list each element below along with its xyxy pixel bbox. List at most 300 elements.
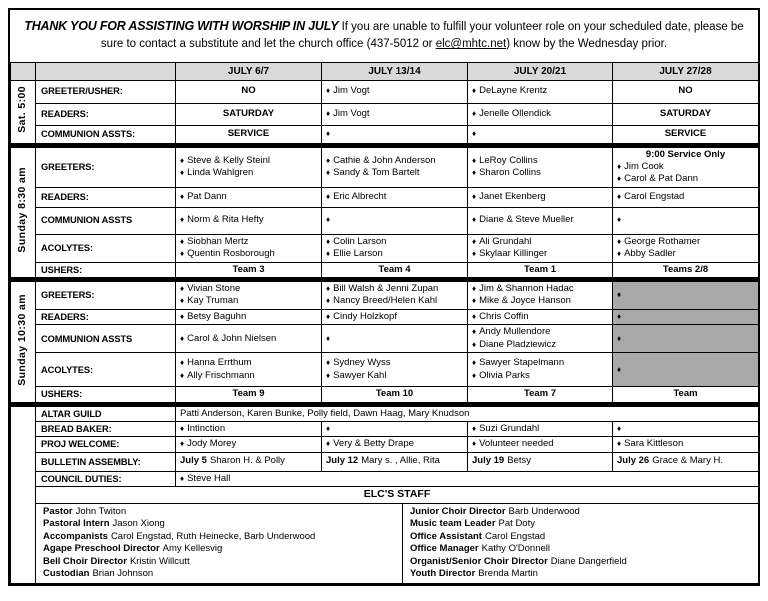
volunteer-entry xyxy=(472,167,608,179)
schedule-row xyxy=(11,421,759,436)
staff-role: Pastor xyxy=(43,505,73,517)
staff-name: Carol Engstad, Ruth Heinecke, Barb Underwood xyxy=(110,530,316,542)
schedule-cell xyxy=(322,452,468,471)
schedule-cell xyxy=(176,421,322,436)
volunteer-name: Linda Wahlgren xyxy=(187,167,254,179)
volunteer-name: Olivia Parks xyxy=(479,369,530,381)
volunteer-entry xyxy=(472,283,608,295)
volunteer-entry xyxy=(326,129,463,139)
schedule-cell xyxy=(322,103,468,125)
staff-name: Kristin Willcutt xyxy=(129,555,190,567)
schedule-cell xyxy=(468,187,613,207)
volunteer-name: Diane & Steve Mueller xyxy=(479,214,574,226)
schedule-cell xyxy=(468,207,613,234)
volunteer-name: LeRoy Collins xyxy=(479,154,538,166)
staff-name: John Twiton xyxy=(75,505,127,517)
schedule-cell xyxy=(176,145,322,187)
volunteer-name: Ally Frischmann xyxy=(187,369,255,381)
diamond-bullet-icon: ♦ xyxy=(617,423,622,433)
staff-name: Amy Kellesvig xyxy=(162,543,223,555)
volunteer-entry xyxy=(180,357,317,369)
staff-entry xyxy=(410,556,751,569)
volunteer-entry xyxy=(326,215,463,225)
date-prefix: July 26 xyxy=(617,455,650,467)
volunteer-name: Skylaar Killinger xyxy=(479,248,548,260)
diamond-bullet-icon: ♦ xyxy=(180,249,185,259)
volunteer-name: Mike & Joyce Hanson xyxy=(479,295,571,307)
volunteer-entry xyxy=(326,191,463,203)
volunteer-entry xyxy=(472,423,608,435)
schedule-row xyxy=(11,145,759,187)
diamond-bullet-icon: ♦ xyxy=(472,191,477,201)
diamond-bullet-icon: ♦ xyxy=(472,108,477,118)
schedule-cell xyxy=(322,437,468,452)
schedule-cell xyxy=(322,187,468,207)
staff-entry xyxy=(43,556,395,569)
volunteer-name: Jim Cook xyxy=(624,160,664,172)
schedule-cell-text: Team 4 xyxy=(322,262,468,279)
diamond-bullet-icon: ♦ xyxy=(617,191,622,201)
notice-banner xyxy=(10,10,758,62)
schedule-cell xyxy=(176,187,322,207)
volunteer-name: DeLayne Krentz xyxy=(479,85,548,97)
diamond-bullet-icon: ♦ xyxy=(617,439,622,449)
volunteer-entry xyxy=(180,191,317,203)
diamond-bullet-icon: ♦ xyxy=(326,215,331,225)
diamond-bullet-icon: ♦ xyxy=(617,311,622,321)
schedule-cell xyxy=(176,234,322,262)
schedule-cell-text: SERVICE xyxy=(613,125,759,145)
schedule-cell xyxy=(322,234,468,262)
schedule-cell xyxy=(613,187,759,207)
schedule-row xyxy=(11,309,759,324)
diamond-bullet-icon: ♦ xyxy=(180,155,185,165)
diamond-bullet-icon: ♦ xyxy=(472,327,477,337)
unavailable-cell xyxy=(613,279,759,309)
volunteer-entry xyxy=(472,236,608,248)
schedule-cell xyxy=(468,80,613,103)
diamond-bullet-icon: ♦ xyxy=(326,128,331,138)
staff-name: Diane Dangerfield xyxy=(550,555,627,567)
diamond-bullet-icon: ♦ xyxy=(180,370,185,380)
unavailable-cell xyxy=(613,325,759,353)
volunteer-entry xyxy=(180,370,317,382)
volunteer-entry xyxy=(472,438,608,450)
schedule-cell xyxy=(176,325,322,353)
volunteer-entry xyxy=(472,85,608,97)
diamond-bullet-icon: ♦ xyxy=(326,155,331,165)
diamond-bullet-icon: ♦ xyxy=(617,364,622,374)
assignment-names: Sharon H. & Polly xyxy=(209,455,285,467)
service-note: 9:00 Service Only xyxy=(645,148,726,160)
time-section-label: Sunday 8:30 am xyxy=(16,167,29,253)
corner-cell xyxy=(36,62,176,80)
schedule-cell-text: Team 7 xyxy=(468,387,613,404)
schedule-cell xyxy=(468,421,613,436)
staff-name: Kathy O'Donnell xyxy=(481,543,550,555)
diamond-bullet-icon: ♦ xyxy=(472,86,477,96)
volunteer-entry xyxy=(180,283,317,295)
volunteer-name: Andy Mullendore xyxy=(479,326,551,338)
schedule-row xyxy=(11,207,759,234)
row-label: BREAD BAKER: xyxy=(36,421,176,436)
diamond-bullet-icon: ♦ xyxy=(326,439,331,449)
volunteer-entry xyxy=(180,214,317,226)
staff-entry xyxy=(410,531,751,544)
volunteer-entry xyxy=(617,248,754,260)
schedule-cell xyxy=(322,353,468,387)
volunteer-entry xyxy=(180,295,317,307)
date-prefix: July 19 xyxy=(472,455,505,467)
schedule-cell xyxy=(176,279,322,309)
volunteer-name: Very & Betty Drape xyxy=(333,438,414,450)
assignment-names: Betsy xyxy=(507,455,531,467)
schedule-cell xyxy=(322,145,468,187)
diamond-bullet-icon: ♦ xyxy=(326,168,331,178)
volunteer-name: Jim Vogt xyxy=(333,107,370,119)
date-prefix: July 12 xyxy=(326,455,359,467)
volunteer-name: Norm & Rita Hefty xyxy=(187,214,264,226)
date-header: JULY 27/28 xyxy=(613,62,759,80)
schedule-cell xyxy=(322,207,468,234)
schedule-cell xyxy=(176,353,322,387)
schedule-cell xyxy=(468,353,613,387)
time-section-cell xyxy=(11,404,36,583)
notice-text-before: If you are unable to fulfill your volunteer role on your scheduled date, please be sure to contact a substitute and let the church office (437-5012 or xyxy=(100,21,744,51)
diamond-bullet-icon: ♦ xyxy=(180,439,185,449)
volunteer-name: Steve & Kelly Steinl xyxy=(187,154,270,166)
schedule-row xyxy=(11,353,759,387)
volunteer-entry xyxy=(326,108,463,120)
schedule-cell xyxy=(322,279,468,309)
staff-entry xyxy=(43,543,395,556)
volunteer-entry xyxy=(472,214,608,226)
volunteer-name: Jenelle Ollendick xyxy=(479,107,551,119)
volunteer-name: Volunteer needed xyxy=(479,438,554,450)
diamond-bullet-icon: ♦ xyxy=(472,296,477,306)
volunteer-name: Ellie Larson xyxy=(333,248,383,260)
schedule-cell xyxy=(613,452,759,471)
staff-name: Barb Underwood xyxy=(508,505,580,517)
schedule-cell-text: SATURDAY xyxy=(176,103,322,125)
staff-entry xyxy=(410,518,751,531)
schedule-cell-text: Team 9 xyxy=(176,387,322,404)
volunteer-name: Steve Hall xyxy=(187,472,231,484)
schedule-cell xyxy=(468,145,613,187)
volunteer-entry xyxy=(617,438,754,450)
diamond-bullet-icon: ♦ xyxy=(617,290,622,300)
assignment-names: Grace & Mary H. xyxy=(652,455,723,467)
row-label: COMMUNION ASSTS xyxy=(36,207,176,234)
diamond-bullet-icon: ♦ xyxy=(472,370,477,380)
volunteer-name: Kay Truman xyxy=(187,295,239,307)
schedule-cell-text: Team 1 xyxy=(468,262,613,279)
volunteer-name: Betsy Baguhn xyxy=(187,310,247,322)
volunteer-name: Intinction xyxy=(187,422,226,434)
staff-role: Music team Leader xyxy=(410,518,496,530)
diamond-bullet-icon: ♦ xyxy=(472,128,477,138)
schedule-cell-text: Team 10 xyxy=(322,387,468,404)
diamond-bullet-icon: ♦ xyxy=(472,358,477,368)
email-link[interactable]: elc@mhtc.net xyxy=(435,38,507,51)
notice-title: THANK YOU FOR ASSISTING WITH WORSHIP IN JULY xyxy=(24,19,339,33)
diamond-bullet-icon: ♦ xyxy=(472,155,477,165)
diamond-bullet-icon: ♦ xyxy=(326,249,331,259)
schedule-cell xyxy=(176,452,322,471)
volunteer-name: Carol & Pat Dann xyxy=(624,173,699,185)
schedule-header-row xyxy=(11,62,759,80)
volunteer-name: Colin Larson xyxy=(333,235,387,247)
volunteer-entry xyxy=(326,311,463,323)
row-label: ACOLYTES: xyxy=(36,353,176,387)
schedule-cell-text: NO xyxy=(176,80,322,103)
diamond-bullet-icon: ♦ xyxy=(617,215,622,225)
schedule-cell-text: Teams 2/8 xyxy=(613,262,759,279)
volunteer-name: Jim Vogt xyxy=(333,85,370,97)
staff-role: Custodian xyxy=(43,568,90,580)
diamond-bullet-icon: ♦ xyxy=(617,161,622,171)
schedule-row xyxy=(11,187,759,207)
diamond-bullet-icon: ♦ xyxy=(617,333,622,343)
staff-name: Pat Doty xyxy=(498,518,535,530)
staff-entry xyxy=(43,518,395,531)
volunteer-name: Nancy Breed/Helen Kahl xyxy=(333,295,438,307)
volunteer-entry xyxy=(326,155,463,167)
schedule-row xyxy=(11,234,759,262)
staff-column-left xyxy=(36,504,402,583)
volunteer-entry xyxy=(326,248,463,260)
volunteer-name: Jim & Shannon Hadac xyxy=(479,283,574,295)
volunteer-entry xyxy=(617,161,754,173)
staff-entry xyxy=(410,543,751,556)
volunteer-entry xyxy=(472,339,608,351)
schedule-cell xyxy=(176,437,322,452)
diamond-bullet-icon: ♦ xyxy=(472,439,477,449)
row-label: USHERS: xyxy=(36,262,176,279)
volunteer-name: Cathie & John Anderson xyxy=(333,154,436,166)
volunteer-entry xyxy=(326,334,463,344)
schedule-row xyxy=(11,404,759,421)
schedule-cell-text: SATURDAY xyxy=(613,103,759,125)
volunteer-entry xyxy=(472,370,608,382)
staff-role: Agape Preschool Director xyxy=(43,543,160,555)
diamond-bullet-icon: ♦ xyxy=(617,249,622,259)
schedule-cell xyxy=(322,309,468,324)
staff-name: Jason Xiong xyxy=(112,518,165,530)
volunteer-entry xyxy=(180,155,317,167)
volunteer-name: Abby Sadler xyxy=(624,248,676,260)
volunteer-entry xyxy=(326,85,463,97)
volunteer-entry xyxy=(472,326,608,338)
volunteer-name: Eric Albrecht xyxy=(333,190,387,202)
schedule-cell xyxy=(613,421,759,436)
schedule-cell xyxy=(613,234,759,262)
schedule-cell-text: Patti Anderson, Karen Bunke, Polly field, Dawn Haag, Mary Knudson xyxy=(176,404,759,421)
volunteer-name: Suzi Grundahl xyxy=(479,422,540,434)
staff-entry xyxy=(410,568,751,581)
volunteer-entry xyxy=(472,248,608,260)
staff-role: Organist/Senior Choir Director xyxy=(410,555,548,567)
volunteer-entry xyxy=(617,173,754,185)
schedule-cell xyxy=(176,207,322,234)
volunteer-name: George Rothamer xyxy=(624,235,701,247)
schedule-row xyxy=(11,103,759,125)
volunteer-entry xyxy=(180,248,317,260)
diamond-bullet-icon: ♦ xyxy=(180,473,185,483)
staff-entry xyxy=(43,568,395,581)
schedule-row xyxy=(11,125,759,145)
notice-text-after: ) know by the Wednesday prior. xyxy=(506,38,668,51)
diamond-bullet-icon: ♦ xyxy=(180,358,185,368)
volunteer-name: Siobhan Mertz xyxy=(187,235,249,247)
volunteer-entry xyxy=(180,167,317,179)
staff-role: Office Manager xyxy=(410,543,479,555)
corner-cell xyxy=(11,62,36,80)
diamond-bullet-icon: ♦ xyxy=(326,191,331,201)
schedule-cell xyxy=(322,325,468,353)
diamond-bullet-icon: ♦ xyxy=(472,423,477,433)
volunteer-entry xyxy=(617,191,754,203)
staff-directory xyxy=(36,503,759,583)
schedule-row xyxy=(11,325,759,353)
schedule-cell xyxy=(468,234,613,262)
volunteer-entry xyxy=(617,236,754,248)
volunteer-name: Sharon Collins xyxy=(479,167,541,179)
volunteer-name: Sara Kittleson xyxy=(624,438,684,450)
volunteer-entry xyxy=(180,236,317,248)
volunteer-name: Ali Grundahl xyxy=(479,235,532,247)
diamond-bullet-icon: ♦ xyxy=(326,370,331,380)
diamond-bullet-icon: ♦ xyxy=(326,284,331,294)
staff-entry xyxy=(43,531,395,544)
volunteer-entry xyxy=(326,295,463,307)
row-label: GREETER/USHER: xyxy=(36,80,176,103)
volunteer-name: Pat Dann xyxy=(187,190,227,202)
volunteer-entry xyxy=(326,236,463,248)
diamond-bullet-icon: ♦ xyxy=(180,215,185,225)
diamond-bullet-icon: ♦ xyxy=(472,311,477,321)
schedule-cell xyxy=(468,437,613,452)
staff-role: Office Assistant xyxy=(410,530,482,542)
time-section-cell xyxy=(11,279,36,404)
row-label: BULLETIN ASSEMBLY: xyxy=(36,452,176,471)
row-label: READERS: xyxy=(36,309,176,324)
volunteer-name: Janet Ekenberg xyxy=(479,190,546,202)
volunteer-entry xyxy=(472,295,608,307)
volunteer-entry xyxy=(180,473,754,485)
schedule-cell-text: NO xyxy=(613,80,759,103)
staff-columns xyxy=(36,504,758,583)
staff-name: Brian Johnson xyxy=(92,568,154,580)
volunteer-entry xyxy=(180,311,317,323)
diamond-bullet-icon: ♦ xyxy=(472,168,477,178)
diamond-bullet-icon: ♦ xyxy=(180,284,185,294)
volunteer-entry xyxy=(180,423,317,435)
volunteer-name: Hanna Errthum xyxy=(187,357,252,369)
staff-role: Youth Director xyxy=(410,568,476,580)
schedule-row xyxy=(11,387,759,404)
time-section-label: Sat. 5:00 xyxy=(16,85,29,133)
staff-title-row xyxy=(11,486,759,503)
volunteer-entry xyxy=(326,167,463,179)
volunteer-name: Diane Pladziewicz xyxy=(479,338,557,350)
staff-entry xyxy=(43,506,395,519)
row-label: PROJ WELCOME: xyxy=(36,437,176,452)
volunteer-name: Chris Coffin xyxy=(479,310,529,322)
schedule-cell-text: Team xyxy=(613,387,759,404)
diamond-bullet-icon: ♦ xyxy=(472,249,477,259)
diamond-bullet-icon: ♦ xyxy=(180,296,185,306)
date-header: JULY 13/14 xyxy=(322,62,468,80)
schedule-cell xyxy=(613,145,759,187)
diamond-bullet-icon: ♦ xyxy=(326,333,331,343)
volunteer-name: Sydney Wyss xyxy=(333,357,391,369)
schedule-cell-text: SERVICE xyxy=(176,125,322,145)
time-section-cell xyxy=(11,145,36,279)
volunteer-entry xyxy=(326,438,463,450)
staff-role: Junior Choir Director xyxy=(410,505,506,517)
schedule-cell xyxy=(322,421,468,436)
row-label: GREETERS: xyxy=(36,279,176,309)
volunteer-entry xyxy=(326,283,463,295)
volunteer-name: Carol Engstad xyxy=(624,190,685,202)
schedule-cell xyxy=(613,437,759,452)
volunteer-entry xyxy=(472,108,608,120)
date-header: JULY 20/21 xyxy=(468,62,613,80)
volunteer-entry xyxy=(472,311,608,323)
unavailable-cell xyxy=(613,309,759,324)
schedule-cell xyxy=(322,80,468,103)
row-label: GREETERS: xyxy=(36,145,176,187)
schedule-row xyxy=(11,437,759,452)
volunteer-name: Sandy & Tom Bartelt xyxy=(333,167,420,179)
diamond-bullet-icon: ♦ xyxy=(180,191,185,201)
volunteer-entry xyxy=(617,215,754,225)
row-label: ACOLYTES: xyxy=(36,234,176,262)
staff-name: Carol Engstad xyxy=(484,530,546,542)
diamond-bullet-icon: ♦ xyxy=(472,284,477,294)
diamond-bullet-icon: ♦ xyxy=(617,174,622,184)
volunteer-entry xyxy=(326,357,463,369)
staff-entry xyxy=(410,506,751,519)
row-label: USHERS: xyxy=(36,387,176,404)
volunteer-name: Sawyer Stapelmann xyxy=(479,357,565,369)
volunteer-name: Jody Morey xyxy=(187,438,237,450)
diamond-bullet-icon: ♦ xyxy=(180,333,185,343)
volunteer-entry xyxy=(326,370,463,382)
assignment-names: Mary s. , Allie, Rita xyxy=(361,455,440,467)
volunteer-name: Sawyer Kahl xyxy=(333,369,387,381)
date-prefix: July 5 xyxy=(180,455,207,467)
unavailable-cell xyxy=(613,353,759,387)
volunteer-name: Carol & John Nielsen xyxy=(187,332,277,344)
schedule-cell xyxy=(468,325,613,353)
schedule-sheet xyxy=(8,8,760,586)
row-label: COUNCIL DUTIES: xyxy=(36,471,176,486)
diamond-bullet-icon: ♦ xyxy=(180,168,185,178)
staff-role: Bell Choir Director xyxy=(43,555,127,567)
schedule-cell xyxy=(468,452,613,471)
volunteer-entry xyxy=(180,438,317,450)
diamond-bullet-icon: ♦ xyxy=(472,339,477,349)
volunteer-name: Vivian Stone xyxy=(187,283,241,295)
diamond-bullet-icon: ♦ xyxy=(326,86,331,96)
diamond-bullet-icon: ♦ xyxy=(326,108,331,118)
diamond-bullet-icon: ♦ xyxy=(180,423,185,433)
diamond-bullet-icon: ♦ xyxy=(326,236,331,246)
row-label: ALTAR GUILD xyxy=(36,404,176,421)
volunteer-name: Cindy Holzkopf xyxy=(333,310,397,322)
